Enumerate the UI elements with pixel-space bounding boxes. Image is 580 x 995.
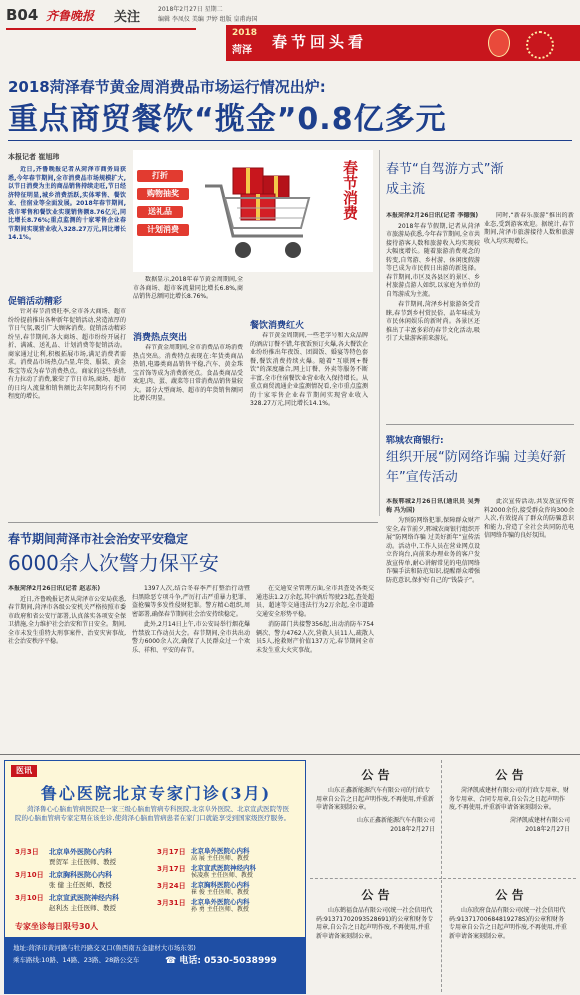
- fraud-text-2: 此次宣传活动,共发放宣传资料2000余份,接受群众咨询300余人次,有效提高了群众的防骗意识和能力,营造了全社会共同防范电信网络诈骗的良好氛围。: [484, 498, 574, 539]
- notice-text: 菏泽凯威建材有限公司的行政专用章、财务专用章、合同专用章,自公告之日起声明作废,不再使用,并重新申请备案刻制公章。: [449, 787, 570, 811]
- security-col-1: [8, 585, 126, 745]
- divider-h-mid: [8, 522, 378, 523]
- schedule-info: [49, 870, 112, 893]
- notice-company: 山东正鑫新能源汽车有限公司: [356, 816, 435, 824]
- text-dining: 春节黄金周期间,一些老字号和大众品牌的酒店订餐不错,年夜饭预订火爆,各大餐饮企业纷纷推出年夜饭、团圆饭、婚宴等特色套餐,餐饮消费持续火爆。随着“互联网+餐饮”的深度融合,网上订餐、外卖等服务不断丰富,全市住宿餐饮业营业收入保持增长。从重点商贸流通企业监测情况看,全市重点监测的十家零售企业春节期间实现营业收入328.27万元,同比增长14.1%。: [250, 332, 368, 407]
- divider-v-main: [379, 150, 380, 516]
- schedule-dept: 北京宣武医院神经内科: [49, 894, 119, 902]
- main-lede-text: 近日,齐鲁晚报记者从菏泽市商务局获悉,今年春节期间,全市消费品市场规模扩大,以节日消费为主的商品销售持续走旺,节日经济特征明显,城乡消费活跃,实体零售、餐饮业、住宿业等全面发展。2018年春节期间,我市零售和餐饮业实现销售额8.76亿元,同比增长8.76%;重点监测的十家零售企业春节期间实现营业收入328.27万元,同比增长14.1%。: [8, 166, 126, 241]
- schedule-info: [49, 893, 119, 916]
- ad-address: 地址:菏泽市黄河路与牡丹路交叉口(鲁西南五金建材大市场东邻): [13, 944, 196, 952]
- schedule-date: 3月10日: [15, 894, 44, 902]
- section-label: 关注: [114, 10, 141, 25]
- schedule-info: [49, 847, 116, 870]
- schedule-date: 3月10日: [15, 871, 44, 879]
- security-text-5: 消防部门共接警356起,出动消防车754辆次、警力4762人次,营救人员11人,疏散人员5人,抢救财产价值137万元,春节期间全市未发生重大火灾事故。: [256, 621, 374, 654]
- main-col-2a: [133, 276, 243, 326]
- ad-intro: 菏泽鲁心心脑血管病医院是一家三级心脑血管病专科医院,北京阜外医院、北京宣武医院等医院的心脑血管病专家定期在该坐诊,使菏泽心脑血管病患者在家门口就能享受到国家级医疗服务。: [15, 805, 291, 822]
- ad-phone: 0530-5038999: [204, 956, 277, 966]
- schedule-doctor: 赵利杰 主任医师、教授: [49, 904, 117, 912]
- firework-icon: [526, 31, 554, 59]
- text-promo: 针对春节消费旺季,全市各大商场、超市纷纷提前推出各种新年促销活动,营造浓厚的节日气氛,吸引广大顾客消费。促销活动精彩纷呈,春节期间,各大商场、超市纷纷开展打折、满减、送礼品、计划消费等促销活动。商家通过让利,积极拓展市场,满足消费者需求。消费品市场热点凸显,年货、服装、黄金珠宝等成为春节消费热点。商家的这些举措,有力拉动了消费,繁荣了节日市场,商场、超市的日均人流量和销售额比去年同期均有不同程度的增长。: [8, 308, 126, 400]
- promo-vertical-title: 春节消费: [341, 160, 359, 220]
- banner-year: 2018: [232, 28, 258, 38]
- travel-headline: 春节“自驾游方式”渐成主流: [386, 162, 504, 197]
- ad-phone-label: 电话:: [179, 956, 201, 966]
- masthead-rule: [6, 28, 196, 30]
- schedule-item: [15, 847, 151, 870]
- page-number: B04: [6, 6, 39, 24]
- schedule-date: 3月17日: [157, 848, 186, 856]
- banner: [226, 25, 580, 61]
- text-hot: 春节黄金周期间,全市消费品市场消费热点突出。消费特点表现在:年货类商品热销,电器类商品销售平稳,汽车、黄金珠宝首饰等成为消费新亮点。食品类商品受欢迎,肉、蛋、蔬菜等日常消费品销售量较大。部分大型商场、超市的年货销售额同比增长明显。: [133, 344, 243, 402]
- schedule-date: 3月24日: [157, 882, 186, 890]
- notice-company: 菏泽凯威建材有限公司: [509, 816, 570, 824]
- banner-city: 菏泽: [232, 45, 252, 56]
- security-kicker: 春节期间菏泽市社会治安平安稳定: [8, 532, 189, 546]
- main-col-2: [133, 344, 243, 516]
- main-headline: 重点商贸餐饮“揽金”0.8亿多元: [8, 102, 447, 137]
- notice-box-3: [310, 880, 442, 992]
- security-text-4: 在交通安全管理方面,全市共查处各类交通违法1.2万余起,其中酒后驾驶23起,查处超员、超速等交通违法行为2万余起,全市道路交通安全形势平稳。: [256, 585, 374, 618]
- schedule-item: [157, 864, 297, 881]
- masthead: [0, 0, 580, 66]
- schedule-date: 3月3日: [15, 848, 39, 856]
- masthead-date: 2018年2月27日 星期二: [158, 6, 223, 13]
- security-text-3: 此外,2月14日上午,市公安局举行烟花爆竹禁放工作动员大会。春节期间,全市共出动警力6000余人次,确保了人民群众过一个欢乐、祥和、平安的春节。: [132, 621, 250, 654]
- schedule-dept: 北京宣武医院神经内科: [191, 864, 256, 872]
- schedule-dept: 北京胸科医院心内科: [49, 871, 112, 879]
- paper-logo: 齐鲁晚报: [46, 9, 95, 23]
- schedule-info: [191, 898, 250, 915]
- security-text-1: 近日,齐鲁晚报记者从菏泽市公安局获悉,春节期间,菏泽市各级公安机关严格按照市委市政府和省公安厅部署,认真落实各项安全保卫措施,全力维护社会治安和节日安全。期间,全市未发生重特大刑事案件、治安灾害事故,社会治安秩序平稳。: [8, 595, 126, 645]
- travel-text-2: 同时,“新春乐旅游”推出的新业态,受到游客欢迎。据统计,春节期间,菏泽市旅游接待人数和旅游收入均实现增长。: [484, 212, 574, 245]
- security-byline: 本报菏泽2月26日讯(记者 赵志东): [8, 585, 101, 592]
- fraud-col-1: [386, 498, 480, 746]
- schedule-item: [15, 893, 151, 916]
- notice-text: 山东鹤福食品有限公司(统一社会信用代码:91371702093528691)的公章和财务专用章,自公告之日起声明作废,不再使用,并重新申请备案刻制公章。: [316, 907, 434, 940]
- main-lede: [8, 166, 126, 278]
- phone-icon: ☎: [165, 956, 177, 966]
- hospital-ad: [4, 760, 306, 994]
- fraud-col-2: [484, 498, 574, 746]
- ad-phone-row: [165, 953, 277, 966]
- notice-date: 2018年2月27日: [525, 825, 570, 833]
- security-text-2: 1397人次,结合冬春季严打整治行动暨扫黑除恶专项斗争,严厉打击严重暴力犯罪、盗抢骗等多发性侵财犯罪。警方精心组织,周密部署,确保春节期间社会治安持续稳定。: [132, 585, 250, 618]
- notice-title: 公 告: [361, 888, 390, 902]
- divider-h-ads: [0, 754, 580, 755]
- notice-title: 公 告: [495, 888, 524, 902]
- schedule-dept: 北京胸科医院心内科: [191, 881, 250, 889]
- fraud-text-1: 为预防网络犯罪,保障群众财产安全,春节前夕,郓城农商银行组织开展“防网络诈骗 过美好新年”宣传活动。活动中,工作人员在营业网点设立咨询台,向前来办理业务的客户发放宣传单,耐心讲解常见的电信网络诈骗手法和防范知识,提醒群众增强防范意识,保护好自己的“钱袋子”。: [386, 517, 480, 584]
- schedule-info: [191, 881, 250, 898]
- ad-bus: 乘车路线:10路、14路、23路、28路公交车: [13, 956, 140, 964]
- headline-rule: [8, 140, 572, 141]
- main-byline: 本报记者 崔旭玮: [8, 153, 60, 161]
- lantern-icon: [488, 29, 510, 57]
- notice-box-1: [310, 760, 442, 879]
- security-col-3: [256, 585, 374, 745]
- ad-hotline-note: 专家坐诊每日限号30人: [15, 922, 99, 931]
- masthead-editors: 编辑 李凤仪 美编 尹婷 组版 皇甫海国: [158, 16, 258, 23]
- promo-tag-4: 计划消费: [137, 224, 189, 236]
- ad-title: 鲁心医院北京专家门诊(3月): [40, 784, 272, 803]
- divider-h-right: [386, 424, 574, 425]
- travel-col-1: [386, 212, 480, 418]
- shopping-cart-icon: [203, 156, 323, 268]
- schedule-dept: 北京阜外医院心内科: [49, 848, 112, 856]
- security-headline: 6000余人次警力保平安: [8, 551, 219, 575]
- fraud-byline: 本报郓城2月26日讯(通讯员 吴秀梅 冯为国): [386, 498, 480, 514]
- main-col-3: [250, 332, 368, 516]
- ad-tag: 医讯: [11, 765, 37, 777]
- schedule-doctor: 张 健 主任医师、教授: [49, 881, 112, 889]
- notice-title: 公 告: [361, 768, 390, 782]
- schedule-date: 3月31日: [157, 899, 186, 907]
- notice-box-4: [443, 880, 576, 992]
- notice-date: 2018年2月27日: [390, 825, 435, 833]
- schedule-item: [157, 847, 297, 864]
- travel-text-1: 2018年春节假期,记者从菏泽市旅游局获悉,今年春节期间,全市共接待游客人数和旅游收入均实现较大幅度增长。随着旅游消费观念的转变,自驾游、乡村游、休闲度假游等已成为市民假日出游的新选择。春节期间,市区及各县区的景区、乡村旅游点游人如织,以家庭为单位的自驾游成为主流。: [386, 222, 480, 298]
- schedule-dept: 北京阜外医院心内科: [191, 847, 250, 855]
- schedule-doctor: 崔 俊 主任医师、教授: [191, 889, 249, 896]
- schedule-item: [15, 870, 151, 893]
- promo-graphic: [133, 150, 373, 272]
- fraud-org: 郓城农商银行:: [386, 436, 444, 446]
- schedule-info: [191, 847, 250, 864]
- schedule-item: [157, 881, 297, 898]
- text-promo-cont: 数据显示,2018年春节黄金周期间,全市各商场、超市客流量同比增长6.8%,商品销售总额同比增长8.76%。: [133, 276, 243, 300]
- schedule-info: [191, 864, 256, 881]
- notices-grid: [310, 760, 576, 992]
- schedule-doctor: 孙 勇 主任医师、教授: [191, 906, 249, 913]
- banner-text: 春节回头看: [272, 33, 368, 51]
- notice-box-2: [443, 760, 576, 879]
- sub-heading-hot: 消费热点突出: [133, 333, 188, 343]
- travel-col-2: [484, 212, 574, 418]
- travel-byline: 本报菏泽2月26日讯(记者 李德强): [386, 212, 479, 219]
- schedule-doctor: 贾贺军 主任医师、教授: [49, 858, 117, 866]
- schedule-date: 3月17日: [157, 865, 186, 873]
- travel-text-3: 春节期间,菏泽乡村旅游备受青睐,春节到乡村赏民俗、品年味成为市民休闲娱乐的新时尚。各景区还推出了丰富多彩的春节文化活动,吸引了大量游客前来游玩。: [386, 301, 480, 342]
- ad-footer: [5, 937, 305, 993]
- main-col-1: [8, 308, 126, 516]
- schedule-item: [157, 898, 297, 915]
- promo-tag-1: 打折: [137, 170, 183, 182]
- notice-title: 公 告: [495, 768, 524, 782]
- notice-text: 山东欣府食品有限公司(统一社会信用代码:91371700684819278S)的公章和财务专用章自公告之日起声明作废,不再使用,并重新申请备案刻制公章。: [449, 907, 567, 940]
- schedule-right: [157, 847, 297, 915]
- main-kicker: 2018菏泽春节黄金周消费品市场运行情况出炉:: [8, 78, 326, 96]
- fraud-headline: 组织开展“防网络诈骗 过美好新年”宣传活动: [386, 450, 566, 485]
- schedule-doctor: 侯凌燕 主任医师、教授: [191, 872, 253, 879]
- schedule-left: [15, 847, 151, 916]
- sub-heading-dining: 餐饮消费红火: [250, 321, 305, 331]
- schedule-doctor: 高 展 主任医师、教授: [191, 855, 249, 862]
- security-col-2: [132, 585, 250, 745]
- schedule-dept: 北京阜外医院心内科: [191, 898, 250, 906]
- banner-title: [272, 31, 367, 52]
- promo-tag-2: 购物抽奖: [137, 188, 189, 200]
- sub-heading-promo: 促销活动精彩: [8, 297, 63, 307]
- promo-tag-3: 送礼品: [137, 206, 183, 218]
- notice-text: 山东正鑫新能源汽车有限公司的行政专用章自公告之日起声明作废,不再使用,并重新申请备案刻制公章。: [316, 787, 434, 811]
